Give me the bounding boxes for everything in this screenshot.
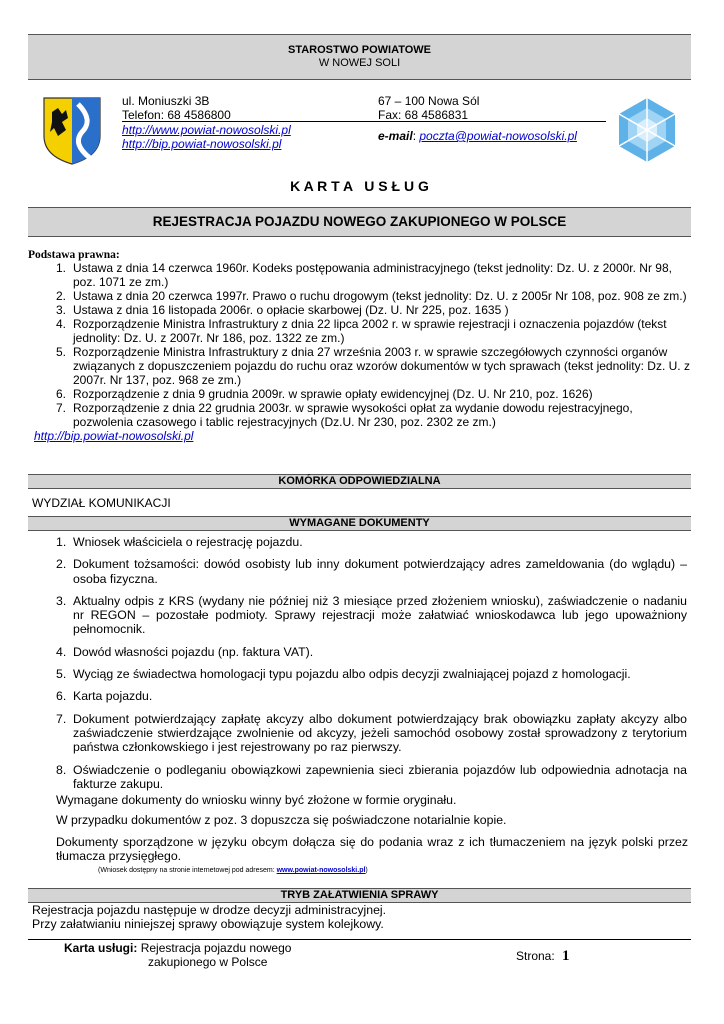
docs-note-copies: W przypadku dokumentów z poz. 3 dopuszcza się poświadczone notarialnie kopie. [56, 813, 507, 827]
footer-title-line1: Rejestracja pojazdu nowego [140, 941, 292, 955]
service-title: REJESTRACJA POJAZDU NOWEGO ZAKUPIONEGO W POLSCE [152, 214, 567, 229]
website-link[interactable]: http://www.powiat-nowosolski.pl [122, 123, 291, 137]
page-indicator [516, 948, 570, 965]
legal-item-number: 1. [56, 261, 67, 275]
doc-item-text: Dowód własności pojazdu (np. faktura VAT). [73, 644, 314, 659]
doc-item-number: 6. [56, 689, 67, 704]
contact-left [122, 94, 362, 122]
legal-item-number: 5. [56, 345, 67, 359]
org-name: STAROSTWO POWIATOWE [288, 44, 431, 56]
email-label: e-mail [378, 129, 413, 143]
doc-item [28, 645, 691, 659]
doc-item-number: 1. [56, 535, 67, 549]
legal-item-number: 6. [56, 387, 67, 401]
form-note [98, 867, 368, 874]
legal-item-number: 3. [56, 303, 67, 317]
legal-item [28, 345, 691, 387]
org-location: W NOWEJ SOLI [318, 57, 401, 69]
form-note-suffix: ) [365, 867, 368, 874]
legal-item [28, 261, 691, 289]
doc-item-text: Dokument potwierdzający zapłatę akcyzy albo dokument potwierdzający brak obowiązku zapłaty akcyzy albo zaświadczenie stwierdzające zwolnienie od akcyzy, jeżeli samochód osobowy został sprowadzony z terytorium państwa członkowskiego i jest rejestrowany po raz pierwszy. [73, 711, 687, 755]
legal-list [28, 261, 691, 429]
legal-item [28, 303, 691, 317]
docs-note-translation: Dokumenty sporządzone w języku obcym dołącza się do podania wraz z ich tłumaczeniem na język polski przez tłumacza przysięgłego. [56, 835, 688, 863]
doc-item [28, 535, 691, 549]
docs-section [28, 535, 691, 799]
legal-item-text: Rozporządzenie z dnia 9 grudnia 2009r. w sprawie opłaty ewidencyjnej (Dz. U. Nr 210, poz. 1626) [73, 387, 593, 401]
legal-item-number: 7. [56, 401, 67, 415]
docs-heading: WYMAGANE DOKUMENTY [28, 516, 691, 531]
legal-item-number: 4. [56, 317, 67, 331]
doc-item-number: 3. [56, 593, 67, 608]
doc-item-number: 2. [56, 557, 67, 572]
legal-item-number: 2. [56, 289, 67, 303]
city: 67 – 100 Nowa Sól [378, 94, 480, 108]
mode-line1: Rejestracja pojazdu następuje w drodze decyzji administracyjnej. [32, 903, 387, 917]
coat-of-arms [42, 96, 102, 166]
doc-item-text: Wniosek właściciela o rejestrację pojazdu. [73, 535, 303, 549]
contact-right [378, 94, 608, 122]
email-link[interactable]: poczta@powiat-nowosolski.pl [419, 129, 577, 143]
legal-item [28, 387, 691, 401]
legal-item [28, 289, 691, 303]
footer-title-line2: zakupionego w Polsce [148, 955, 268, 969]
doc-item-text: Karta pojazdu. [73, 689, 153, 704]
footer-divider [28, 939, 691, 940]
legal-item-text: Ustawa z dnia 16 listopada 2006r. o opłacie skarbowej (Dz. U. Nr 225, poz. 1635 ) [73, 303, 509, 317]
doc-item [28, 667, 691, 681]
email-separator: : [412, 129, 420, 143]
legal-item [28, 401, 691, 429]
phone: Telefon: 68 4586800 [122, 108, 231, 122]
header-band [28, 34, 691, 80]
unit-heading: KOMÓRKA ODPOWIEDZIALNA [28, 474, 691, 489]
address: ul. Moniuszki 3B [122, 94, 210, 108]
page-number: 1 [562, 948, 570, 964]
doc-item [28, 712, 691, 755]
doc-item-text: Wyciąg ze świadectwa homologacji typu pojazdu albo odpis decyzji zwalniającej pojazd z homologacji. [73, 667, 631, 682]
legal-item-text: Ustawa z dnia 20 czerwca 1997r. Prawo o ruchu drogowym (tekst jednolity: Dz. U. z 2005r Nr 108, poz. 908 ze zm.) [73, 289, 687, 303]
legal-item-text: Rozporządzenie z dnia 22 grudnia 2003r. w sprawie wysokości opłat za wydanie dowodu rejestracyjnego, pozwolenia czasowego i tablic rejestracyjnych (Dz.U. Nr 230, poz. 2302 ze zm.) [73, 401, 633, 429]
legal-bip-link[interactable]: http://bip.powiat-nowosolski.pl [34, 429, 194, 443]
legal-item-text: Rozporządzenie Ministra Infrastruktury z dnia 22 lipca 2002 r. w sprawie rejestracji i oznaczenia pojazdów (tekst jednolity: Dz. U. z 2007r. Nr 186, poz. 1322 ze zm.) [73, 317, 667, 345]
card-title: K A R T A U S Ł U G [290, 178, 429, 194]
docs-note-original: Wymagane dokumenty do wniosku winny być złożone w formie oryginału. [56, 793, 457, 807]
legal-item [28, 317, 691, 345]
legal-heading: Podstawa prawna: [28, 249, 120, 261]
legal-item-text: Ustawa z dnia 14 czerwca 1960r. Kodeks postępowania administracyjnego (tekst jednolity: Dz. U. z 2000r. Nr 98, poz. 1071 ze zm.) [73, 261, 672, 289]
hexagon-logo-icon [616, 96, 678, 164]
doc-item-text: Aktualny odpis z KRS (wydany nie później niż 3 miesiące przed złożeniem wniosku), zaświadczenie o nadaniu nr REGON – pozostałe podmioty. Sprawy rejestracji może załatwiać wnioskodawca lub jego upoważniony pełnomocnik. [73, 593, 687, 637]
legal-item-text: Rozporządzenie Ministra Infrastruktury z dnia 27 września 2003 r. w sprawie szczegółowych czynności organów związanych z dopuszczeniem pojazdu do ruchu oraz wzorów dokumentów w tych sprawach (tekst jednolity: Dz. U. z 2007r. Nr 137, poz. 968 ze zm.) [73, 345, 690, 387]
fax: Fax: 68 4586831 [378, 108, 469, 122]
doc-item-text: Dokument tożsamości: dowód osobisty lub inny dokument potwierdzający adres zameldowania (do wglądu) – osoba fizyczna. [73, 557, 687, 586]
unit-value: WYDZIAŁ KOMUNIKACJI [32, 496, 171, 510]
doc-item-number: 8. [56, 762, 67, 777]
form-note-prefix: (Wniosek dostępny na stronie internetowej pod adresem: [98, 867, 277, 874]
footer-card [64, 941, 291, 969]
footer-label: Karta usługi: [64, 941, 138, 955]
doc-item [28, 763, 691, 792]
legal-basis [28, 249, 691, 443]
bip-link[interactable]: http://bip.powiat-nowosolski.pl [122, 137, 282, 151]
doc-item-number: 7. [56, 711, 67, 726]
contact-links [122, 123, 362, 151]
doc-item-text: Oświadczenie o podleganiu obowiązkowi zapewnienia sieci zbierania pojazdów lub odpowiednia adnotacja na fakturze zakupu. [73, 762, 687, 791]
email-line [378, 129, 618, 143]
mode-heading: TRYB ZAŁATWIENIA SPRAWY [28, 888, 691, 903]
doc-item-number: 4. [56, 644, 67, 659]
form-note-link[interactable]: www.powiat-nowosolski.pl [276, 867, 366, 874]
doc-item-number: 5. [56, 667, 67, 682]
mode-line2: Przy załatwianiu niniejszej sprawy obowiązuje system kolejkowy. [32, 917, 384, 931]
service-title-band [28, 207, 691, 237]
doc-item [28, 594, 691, 637]
page-label: Strona: [516, 949, 555, 963]
doc-item [28, 689, 691, 703]
docs-list [28, 535, 691, 791]
doc-item [28, 557, 691, 586]
